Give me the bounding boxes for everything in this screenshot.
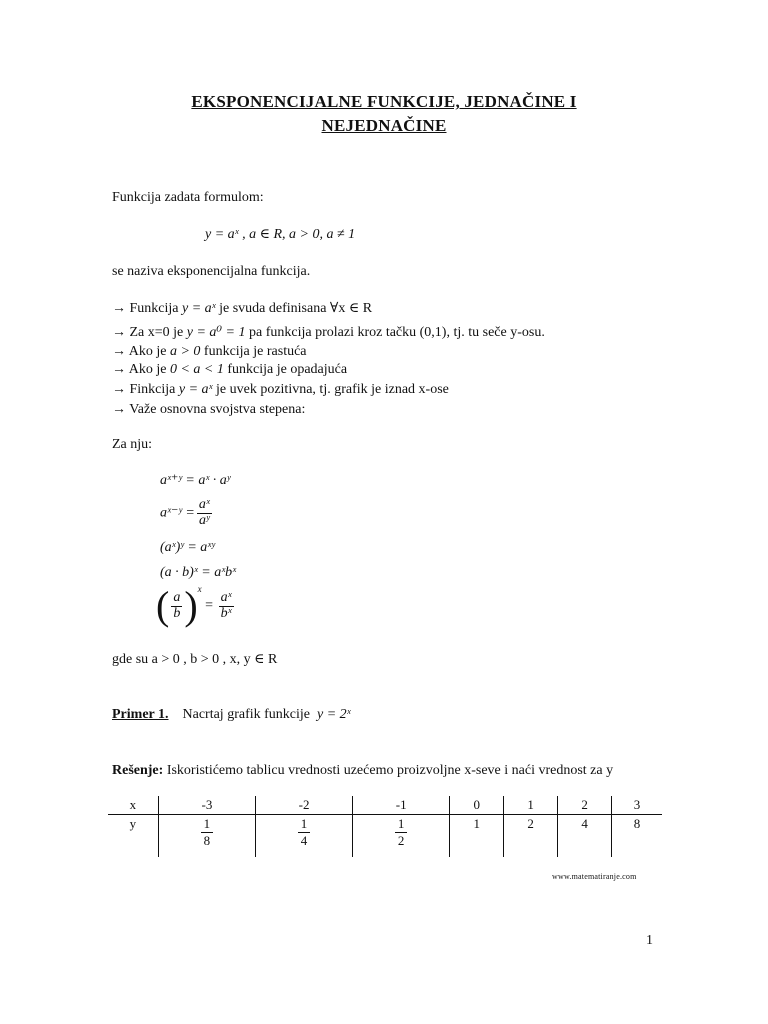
bullet-6: → Važe osnovna svojstva stepena:	[112, 402, 306, 417]
bullet-4: → Ako je 0 < a < 1 funkcija je opadajuća	[112, 362, 348, 377]
table-row-y	[108, 815, 662, 858]
table-row-x	[108, 796, 662, 815]
intro-formula: y = aˣ , a ∈ R, a > 0, a ≠ 1	[205, 227, 356, 242]
table-cell: 3	[612, 796, 662, 815]
table-cell: 1	[504, 796, 558, 815]
table-header-y: y	[129, 816, 137, 831]
table-cell: 4	[558, 815, 612, 858]
intro-text: Funkcija zadata formulom:	[112, 190, 264, 205]
bullet-2: → Za x=0 je y = a⁰ = 1 pa funkcija prolazi kroz tačku (0,1), tj. tu seče y-osu.	[112, 325, 545, 340]
primer-1: Primer 1. Nacrtaj grafik funkcije y = 2ˣ	[112, 707, 351, 722]
table-cell: -3	[158, 796, 255, 815]
table-cell: -2	[255, 796, 352, 815]
table-header-x: x	[108, 796, 158, 815]
page-title-line2: NEJEDNAČINE	[321, 116, 447, 135]
bullet-5: → Finkcija y = aˣ je uvek pozitivna, tj. grafik je iznad x-ose	[112, 382, 449, 397]
table-cell: 8	[612, 815, 662, 858]
property-2: aˣ⁻ʸ = $\frac{\text{aˣ}}{\text{aʸ}}$	[160, 497, 210, 528]
intro-text-2: se naziva eksponencijalna funkcija.	[112, 264, 311, 279]
resenje: Rešenje: Iskoristićemo tablicu vrednosti uzećemo proizvoljne x-seve i naći vrednost za y	[112, 763, 614, 778]
table-cell: 0	[450, 796, 504, 815]
za-nju-label: Za nju:	[112, 437, 153, 452]
table-cell: $\frac{1}{4}$	[255, 815, 352, 858]
website-link[interactable]: www.matematiranje.com	[552, 872, 637, 881]
table-cell: 1	[450, 815, 504, 858]
property-3: (aˣ)ʸ = aˣʸ	[160, 540, 215, 555]
table-cell: $\frac{1}{2}$	[353, 815, 450, 858]
table-cell: -1	[353, 796, 450, 815]
bullet-1: → Funkcija y = aˣ je svuda definisana ∀x ∈ R	[112, 301, 373, 316]
property-4: (a · b)ˣ = aˣbˣ	[160, 565, 237, 580]
property-1: aˣ⁺ʸ = aˣ · aʸ	[160, 473, 231, 488]
values-table	[108, 796, 662, 857]
table-cell: $\frac{1}{8}$	[158, 815, 255, 858]
page-title-line1: EKSPONENCIJALNE FUNKCIJE, JEDNAČINE I	[191, 92, 577, 111]
table-cell: 2	[504, 815, 558, 858]
page-number: 1	[646, 933, 653, 948]
conditions: gde su a > 0 , b > 0 , x, y ∈ R	[112, 652, 278, 667]
property-5: ( $\frac{a}{b}$ )$^x$ = $\frac{\text{aˣ}}{\text{bˣ}}$	[156, 583, 232, 628]
bullet-3: → Ako je a > 0 funkcija je rastuća	[112, 344, 307, 359]
table-cell: 2	[558, 796, 612, 815]
